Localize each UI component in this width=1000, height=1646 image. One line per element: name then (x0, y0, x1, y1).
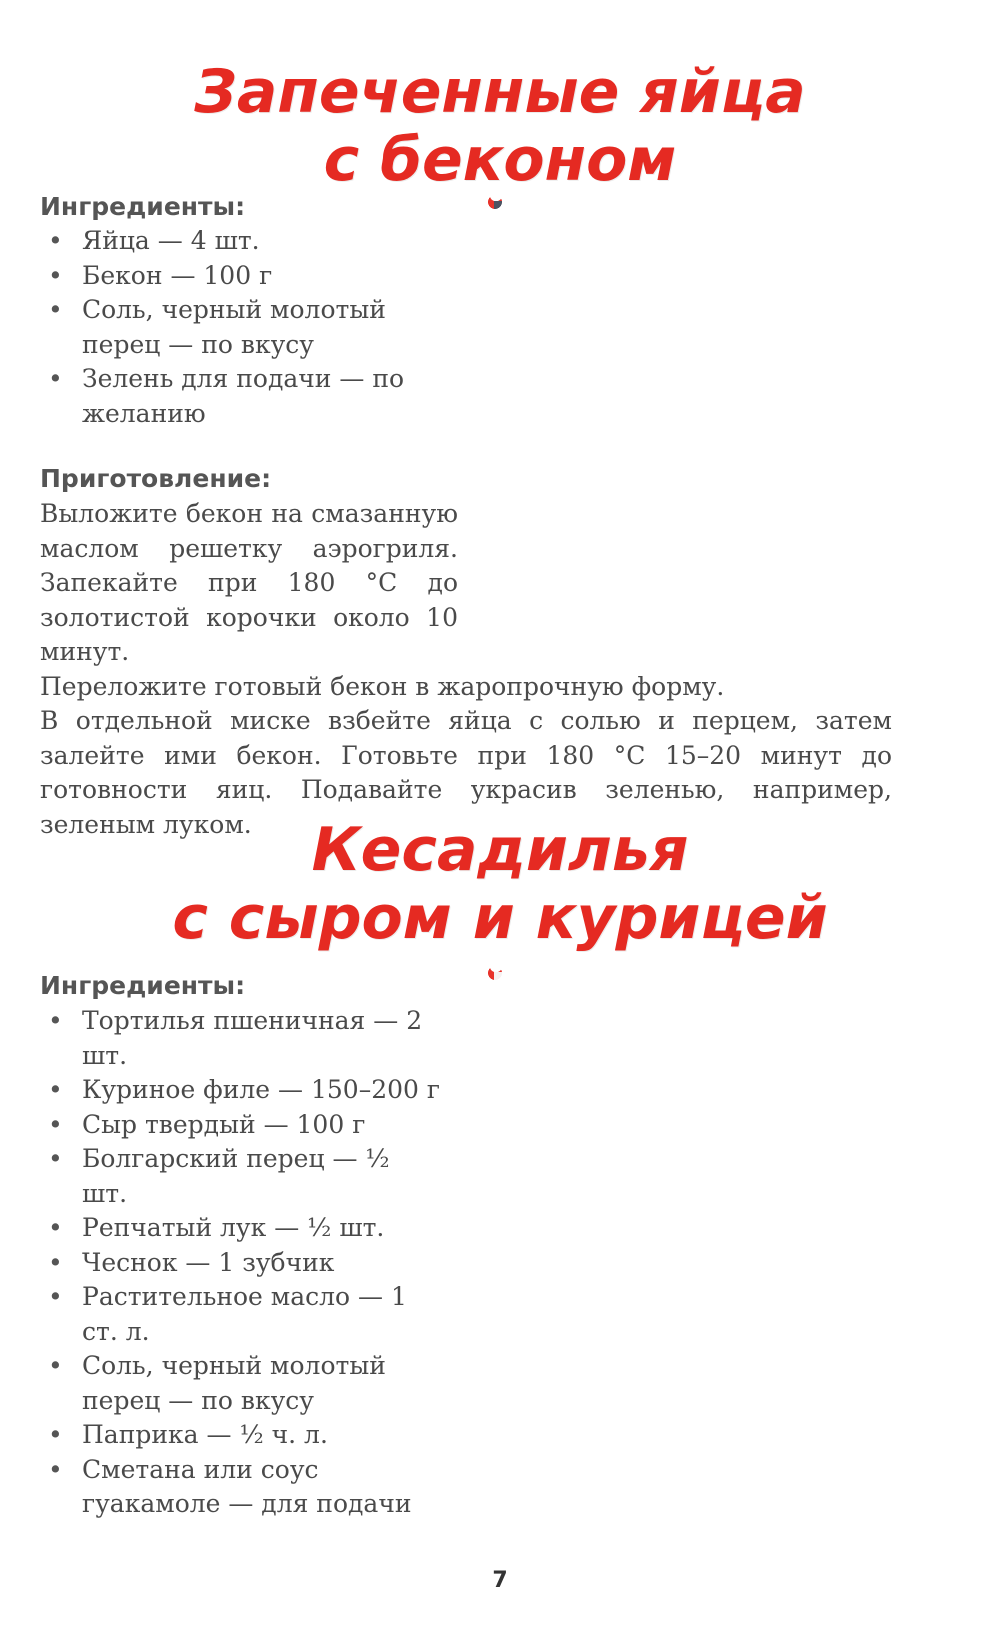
ingredient-item: • Тортилья пшеничная — 2 шт. (40, 1004, 440, 1073)
photo-quesadilla (494, 972, 892, 1470)
ingredient-item: • Сыр твердый — 100 г (40, 1108, 440, 1143)
ingredients-list-eggs (40, 224, 410, 431)
recipe-title-quesadilla (0, 816, 1000, 952)
ingredient-item: • Соль, черный молотый перец — по вкусу (40, 1349, 440, 1418)
ingredient-item: • Соль, черный молотый перец — по вкусу (40, 293, 410, 362)
ingredients-list-quesadilla (40, 1004, 440, 1522)
preparation-paragraph: Переложите готовый бекон в жаропрочную форму. (40, 671, 725, 701)
ingredient-item: • Куриное филе — 150–200 г (40, 1073, 440, 1108)
photo-quesadilla-frame (488, 966, 898, 1476)
ingredient-item: • Зелень для подачи — по желанию (40, 362, 410, 431)
preparation-label: Приготовление: (40, 464, 272, 493)
ingredients-label: Ингредиенты: (40, 971, 246, 1000)
preparation-paragraph: В отдельной миске взбейте яйца с солью и перцем, затем залейте ими бекон. Готовьте при 180 °С 15–20 минут до готовности яиц. Подавайте украсив зеленью, например, зеленым луком. (40, 706, 892, 839)
ingredient-item: • Чеснок — 1 зубчик (40, 1246, 440, 1281)
ingredient-item: • Яйца — 4 шт. (40, 224, 410, 259)
ingredient-item: • Растительное масло — 1 ст. л. (40, 1280, 440, 1349)
ingredient-item: • Репчатый лук — ½ шт. (40, 1211, 440, 1246)
title-line-1: Кесадилья (311, 815, 689, 885)
ingredient-item: • Болгарский перец — ½ шт. (40, 1142, 440, 1211)
ingredient-item: • Сметана или соус гуакамоле — для подачи (40, 1453, 440, 1522)
page-number: 7 (492, 1568, 508, 1593)
ingredient-item: • Паприка — ½ ч. л. (40, 1418, 440, 1453)
ingredient-item: • Бекон — 100 г (40, 259, 410, 294)
title-line-1: Запеченные яйца (194, 57, 806, 127)
ingredients-label: Ингредиенты: (40, 192, 246, 221)
preparation-text-eggs (40, 497, 892, 842)
title-line-2: с сыром и курицей (172, 883, 828, 953)
title-line-2: с беконом (323, 125, 677, 195)
preparation-paragraph: Выложите бекон на смазанную маслом решетку аэрогриля. Запекайте при 180 °С до золотистой корочки около 10 минут. (40, 499, 458, 666)
recipe-title-baked-eggs (0, 58, 1000, 194)
